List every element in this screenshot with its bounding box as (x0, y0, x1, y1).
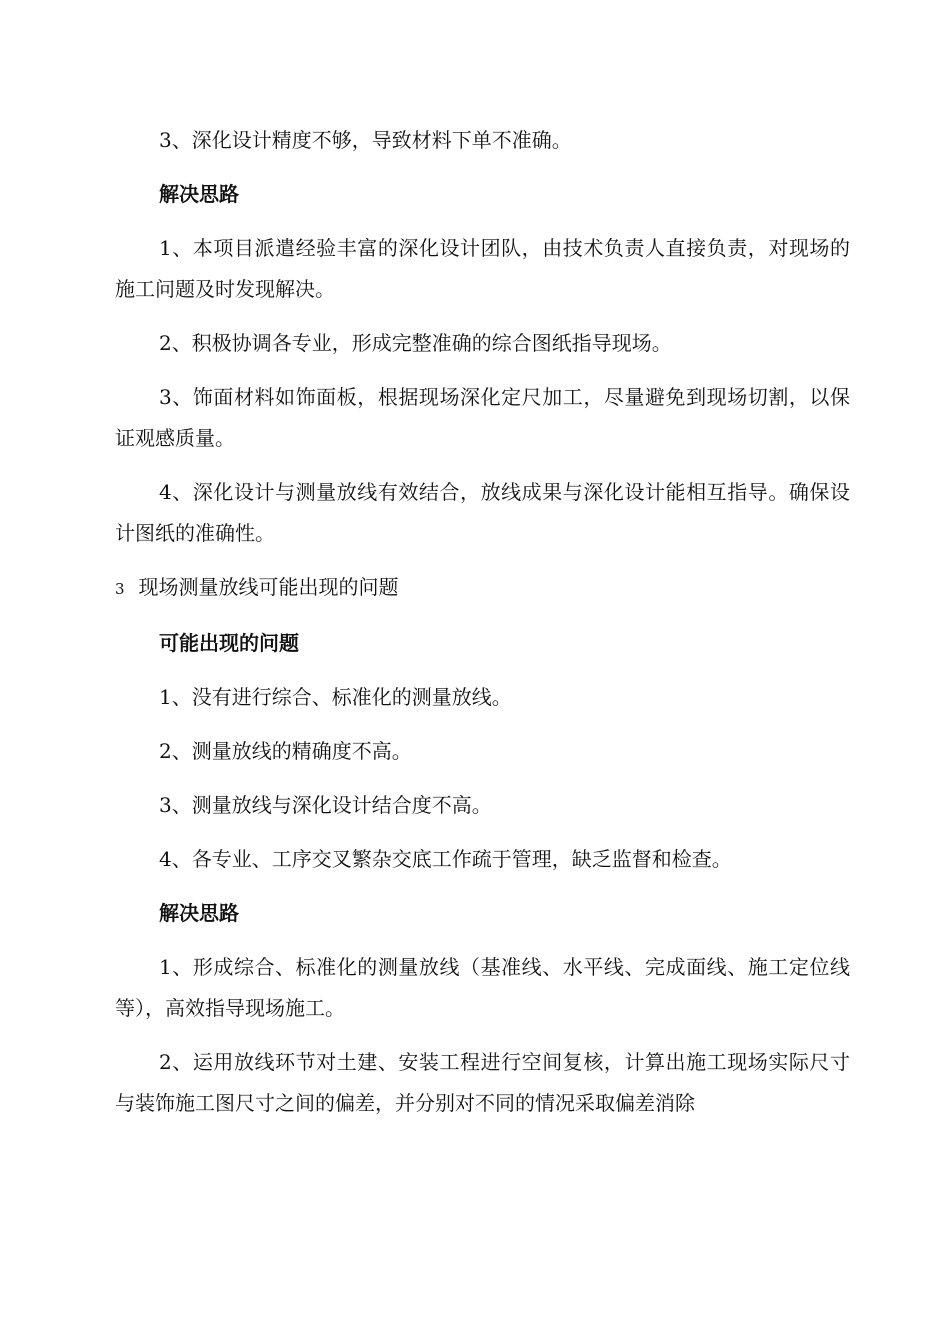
paragraph-1: 3、深化设计精度不够，导致材料下单不准确。 (159, 128, 572, 152)
paragraph-7: 2、测量放线的精确度不高。 (159, 739, 412, 763)
paragraph-9: 4、各专业、工序交叉繁杂交底工作疏于管理，缺乏监督和检查。 (159, 847, 732, 871)
document-body (115, 120, 850, 1137)
paragraph-10: 1、形成综合、标准化的测量放线（基准线、水平线、完成面线、施工定位线等），高效指导现场施工。 (115, 955, 850, 1020)
heading-possible-problems: 可能出现的问题 (159, 631, 299, 655)
paragraph-6: 1、没有进行综合、标准化的测量放线。 (159, 685, 512, 709)
heading-solution-approach-2: 解决思路 (159, 901, 239, 925)
paragraph-4: 3、饰面材料如饰面板，根据现场深化定尺加工，尽量避免到现场切割，以保证观感质量。 (115, 385, 850, 450)
section-title: 现场测量放线可能出现的问题 (138, 575, 399, 599)
section-number: 3 (115, 580, 125, 598)
heading-solution-approach: 解决思路 (159, 182, 239, 206)
paragraph-2: 1、本项目派遣经验丰富的深化设计团队，由技术负责人直接负责，对现场的施工问题及时发现解决。 (115, 236, 850, 301)
paragraph-3: 2、积极协调各专业，形成完整准确的综合图纸指导现场。 (159, 331, 672, 355)
section-heading (115, 567, 850, 610)
paragraph-11: 2、运用放线环节对土建、安装工程进行空间复核，计算出施工现场实际尺寸与装饰施工图尺寸之间的偏差，并分别对不同的情况采取偏差消除 (115, 1050, 850, 1115)
paragraph-8: 3、测量放线与深化设计结合度不高。 (159, 793, 492, 817)
paragraph-5: 4、深化设计与测量放线有效结合，放线成果与深化设计能相互指导。确保设计图纸的准确性。 (115, 480, 850, 545)
